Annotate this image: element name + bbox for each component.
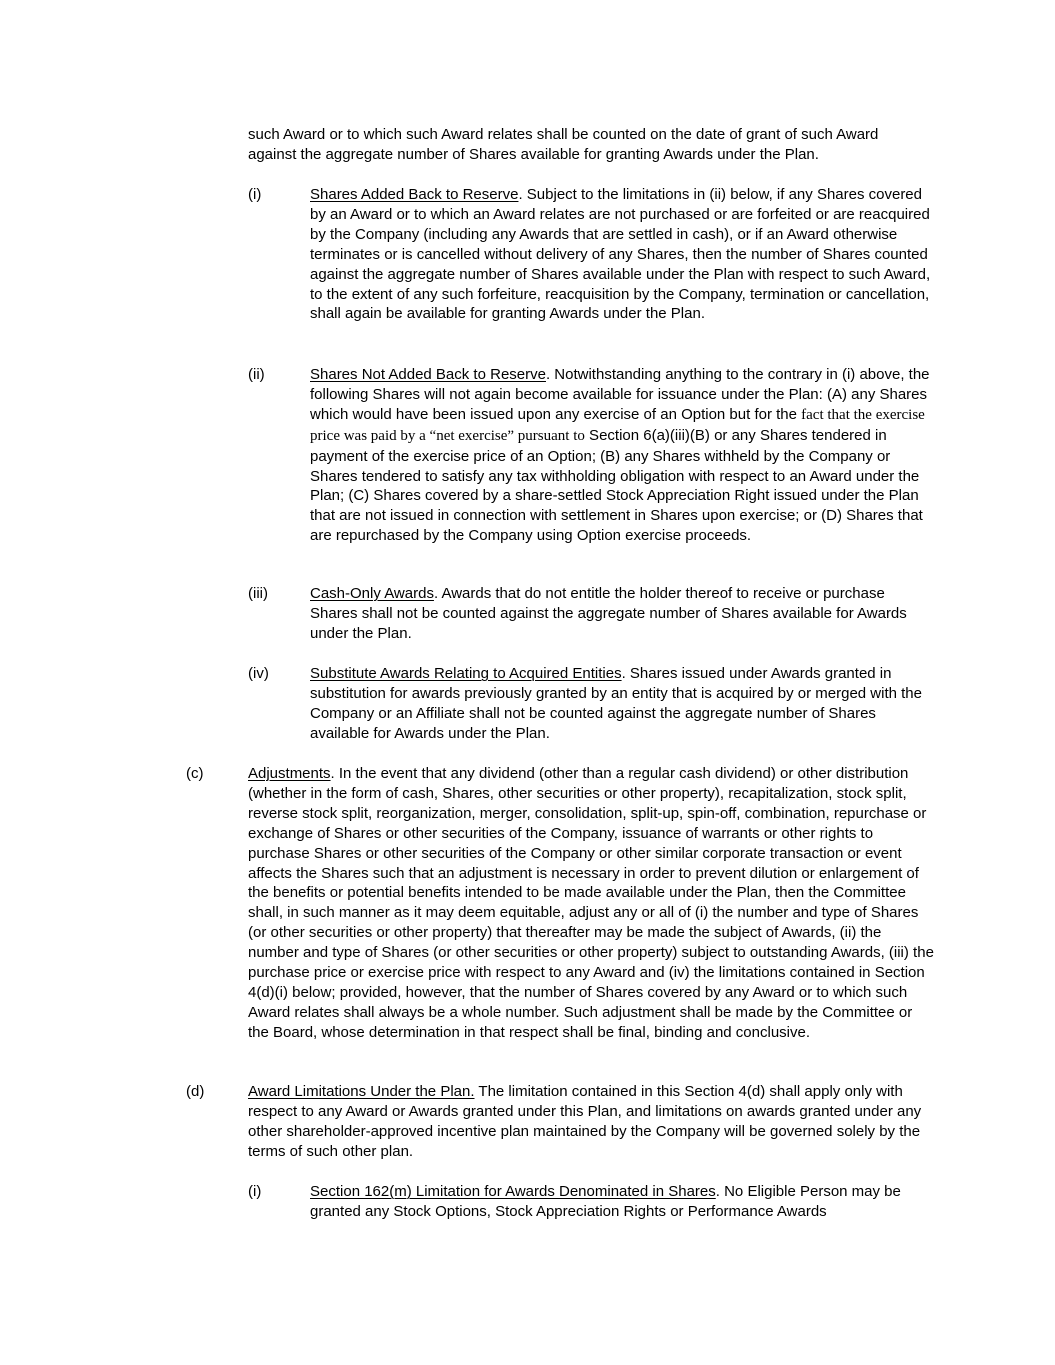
section-label-d: (d) [186, 1083, 205, 1100]
item-b-iv-body: . Shares issued under Awards granted in substitution for awards previously granted by an entity that is acquired by or merged with the Company or an Affiliate shall not be counted against the aggregate number of Shares available for Awards under the Plan. [310, 665, 922, 742]
section-c-paragraph [248, 764, 934, 1043]
section-d-body: The limitation contained in this Section 4(d) shall apply only with respect to any Award or Awards granted under this Plan, and limitations on awards granted under any other shareholder-approved incentive plan maintained by the Company will be governed solely by the terms of such other plan. [248, 1083, 922, 1160]
item-b-ii-paragraph [310, 365, 935, 546]
item-b-i-body: . Subject to the limitations in (ii) below, if any Shares covered by an Award or to which an Award relates are not purchased or are forfeited or are reacquired by the Company (including any Awards that are settled in cash), or if an Award otherwise terminates or is cancelled without delivery of any Shares, then the number of Shares counted against the aggregate number of Shares available under the Plan with respect to such Award, to the extent of any such forfeiture, reacquisition by the Company, termination or cancellation, shall again be available for granting Awards under the Plan. [310, 186, 931, 323]
item-b-iii-heading: Cash-Only Awards [310, 585, 434, 602]
section-d-heading: Award Limitations Under the Plan. [248, 1083, 475, 1100]
item-b-iii-body: . Awards that do not entitle the holder thereof to receive or purchase Shares shall not be counted against the aggregate number of Shares available for Awards under the Plan. [310, 585, 907, 642]
section-c-body: . In the event that any dividend (other than a regular cash dividend) or other distribution (whether in the form of cash, Shares, other securities or other property), recapitalization, stock split, reverse stock split, reorganization, merger, consolidation, split-up, spin-off, combination, repurchase or exchange of Shares or other securities of the Company, issuance of warrants or other rights to purchase Shares or other securities of the Company or other similar corporate transaction or event affects the Shares such that an adjustment is necessary in order to prevent dilution or enlargement of the benefits or potential benefits intended to be made available under the Plan, then the Committee shall, in such manner as it may deem equitable, adjust any or all of (i) the number and type of Shares (or other securities or other property) that thereafter may be made the subject of Awards, (ii) the number and type of Shares (or other securities or other property) subject to outstanding Awards, (iii) the purchase price or exercise price with respect to any Award and (iv) the limitations contained in Section 4(d)(i) below; provided, however, that the number of Shares covered by any Award or to which such Award relates shall always be a whole number. Such adjustment shall be made by the Committee or the Board, whose determination in that respect shall be final, binding and conclusive. [248, 765, 934, 1041]
item-b-ii-body-b: Section 6(a)(iii)(B) or any Shares tendered in payment of the exercise price of an Option; (B) any Shares withheld by the Company or Shares tendered to satisfy any tax withholding obligation with respect to an Award under the Plan; (C) Shares covered by a share-settled Stock Appreciation Right issued under the Plan that are not issued in connection with settlement in Shares upon exercise; or (D) Shares that are repurchased by the Company using Option exercise proceeds. [310, 426, 923, 545]
item-d-i-body: . No Eligible Person may be granted any Stock Options, Stock Appreciation Rights or Performance Awards [310, 1183, 901, 1220]
item-b-i-paragraph [310, 185, 935, 324]
item-b-iii-paragraph [310, 584, 935, 644]
section-c-heading: Adjustments [248, 765, 331, 782]
item-b-ii-heading: Shares Not Added Back to Reserve [310, 366, 546, 383]
item-d-i-heading: Section 162(m) Limitation for Awards Denominated in Shares [310, 1183, 716, 1200]
section-d-paragraph [248, 1082, 934, 1162]
item-d-i-paragraph [310, 1182, 935, 1222]
item-b-ii-body-serif: fact that the exercise price was paid by a “net exercise” pursuant to [310, 406, 925, 444]
item-label-b-ii: (ii) [248, 366, 265, 383]
item-label-d-i: (i) [248, 1183, 262, 1200]
item-label-b-iv: (iv) [248, 665, 269, 682]
item-b-i-heading: Shares Added Back to Reserve [310, 186, 519, 203]
item-b-iv-heading: Substitute Awards Relating to Acquired Entities [310, 665, 622, 682]
item-label-b-i: (i) [248, 186, 262, 203]
item-label-b-iii: (iii) [248, 585, 268, 602]
item-b-iv-paragraph [310, 664, 935, 744]
intro-paragraph: such Award or to which such Award relates shall be counted on the date of grant of such Award against the aggregate number of Shares available for granting Awards under the Plan. [248, 126, 879, 163]
item-b-ii-body-a: . Notwithstanding anything to the contrary in (i) above, the following Shares will not again become available for issuance under the Plan: (A) any Shares which would have been issued upon any exercise of an Option but for the [310, 366, 930, 423]
section-label-c: (c) [186, 765, 204, 782]
